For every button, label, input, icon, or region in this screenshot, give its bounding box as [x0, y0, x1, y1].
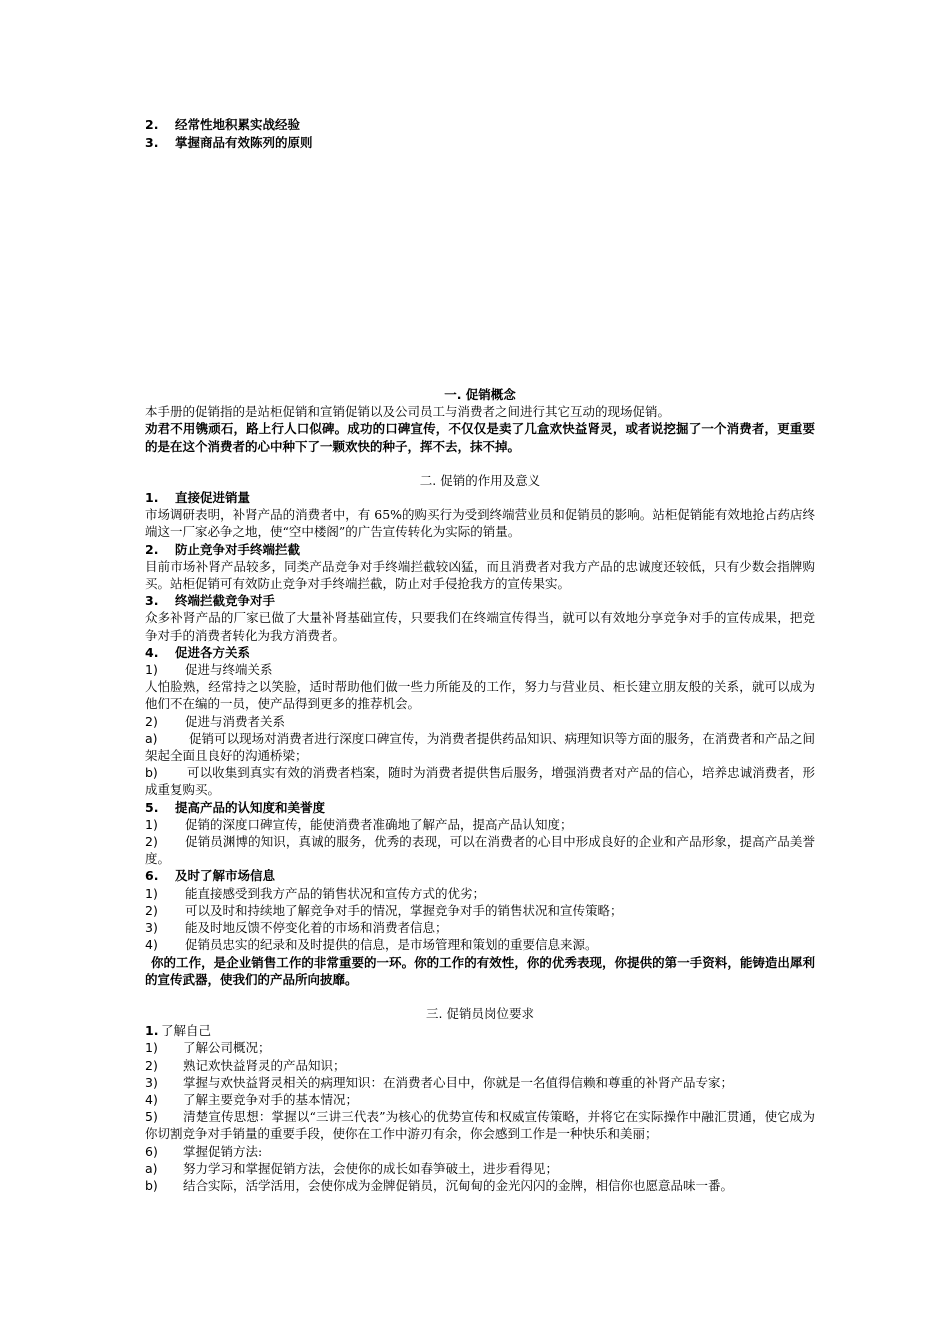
paragraph: 本手册的促销指的是站柜促销和宣销促销以及公司员工与消费者之间进行其它互动的现场促销。 — [145, 404, 671, 420]
subheading: 1. 直接促进销量 — [145, 490, 251, 506]
list-item: 2) 熟记欢快益肾灵的产品知识； — [145, 1057, 346, 1073]
list-item: 2) 可以及时和持续地了解竞争对手的情况，掌握竞争对手的销售状况和宣传策略； — [145, 902, 623, 918]
list-item: 4) 促销员忠实的纪录和及时提供的信息，是市场管理和策划的重要信息来源。 — [145, 937, 598, 953]
list-item: 4) 了解主要竞争对手的基本情况； — [145, 1091, 359, 1107]
section-title-concept: 一. 促销概念 — [444, 387, 516, 402]
list-item: 6) 掌握促销方法: — [145, 1143, 263, 1159]
subheading: 6. 及时了解市场信息 — [145, 868, 276, 884]
paragraph: 目前市场补肾产品较多，同类产品竞争对手终端拦截较凶猛，而且消费者对我方产品的忠诚度还较低，只有少数会指牌购买。站柜促销可有效防止竞争对手终端拦截，防止对手侵抢我方的宣传果实。 — [145, 558, 815, 592]
section-title-role: 二. 促销的作用及意义 — [419, 472, 541, 488]
list-item: 3. 掌握商品有效陈列的原则 — [145, 134, 313, 150]
subheading: 2. 防止竞争对手终端拦截 — [145, 541, 301, 557]
list-item: 3) 掌握与欢快益肾灵相关的病理知识：在消费者心目中，你就是一名值得信赖和尊重的补肾产品专家； — [145, 1074, 734, 1090]
top-numbered-list — [145, 116, 313, 151]
bold-quote-paragraph: 劝君不用镌顽石，路上行人口似碑。成功的口碑宣传，不仅仅是卖了几盒欢快益肾灵，或者说挖掘了一个消费者，更重要的是在这个消费者的心中种下了一颗欢快的种子，挥不去，抹不掉。 — [145, 421, 815, 454]
list-item: 2. 经常性地积累实战经验 — [145, 117, 301, 132]
subheading: 5. 提高产品的认知度和美誉度 — [145, 799, 326, 815]
list-item: b) 可以收集到真实有效的消费者档案，随时为消费者提供售后服务，增强消费者对产品的信心，培养忠诚消费者，形成重复购买。 — [145, 765, 815, 798]
sub-item: 1) 促进与终端关系 — [145, 662, 273, 678]
bold-closing-paragraph: 你的工作，是企业销售工作的非常重要的一环。你的工作的有效性，你的优秀表现，你提供的第一手资料，能铸造出犀利的宣传武器，使我们的产品所向披靡。 — [145, 954, 815, 987]
sub-item: 2) 促进与消费者关系 — [145, 713, 286, 729]
document-body — [145, 386, 815, 1194]
list-item: 3) 能及时地反馈不停变化着的市场和消费者信息； — [145, 920, 448, 936]
section-title-requirements: 三. 促销员岗位要求 — [426, 1005, 534, 1021]
paragraph: 市场调研表明，补肾产品的消费者中，有 65%的购买行为受到终端营业员和促销员的影响。站柜促销能有效地抢占药店终端这一厂家必争之地，使“空中楼阁”的广告宣传转化为实际的销量。 — [145, 507, 815, 540]
list-item: a) 努力学习和掌握促销方法，会使你的成长如春笋破土，进步看得见； — [145, 1160, 559, 1176]
subheading: 4. 促进各方关系 — [145, 644, 251, 660]
list-item: b) 结合实际，活学活用，会使你成为金牌促销员，沉甸甸的金光闪闪的金牌，相信你也愿意品味一番。 — [145, 1177, 734, 1193]
paragraph: 众多补肾产品的厂家已做了大量补肾基础宣传，只要我们在终端宣传得当，就可以有效地分享竞争对手的宣传成果，把竞争对手的消费者转化为我方消费者。 — [145, 610, 815, 643]
list-item: 1) 了解公司概况； — [145, 1040, 271, 1056]
list-item: a) 促销可以现场对消费者进行深度口碑宣传，为消费者提供药品知识、病理知识等方面的服务，在消费者和产品之间架起全面且良好的沟通桥梁； — [145, 730, 815, 764]
list-item: 1) 促销的深度口碑宣传，能使消费者准确地了解产品，提高产品认知度； — [145, 816, 573, 832]
list-item: 1) 能直接感受到我方产品的销售状况和宣传方式的优劣； — [145, 885, 486, 901]
subheading: 3. 终端拦截竞争对手 — [145, 593, 276, 609]
subheading: 1. 了解自己 — [145, 1023, 212, 1039]
list-item: 2) 促销员渊博的知识，真诚的服务，优秀的表现，可以在消费者的心目中形成良好的企业和产品形象，提高产品美誉度。 — [145, 834, 815, 867]
list-item: 5) 清楚宣传思想：掌握以“三讲三代表”为核心的优势宣传和权威宣传策略，并将它在实际操作中融汇贯通，使它成为你切割竞争对手销量的重要手段，使你在工作中游刃有余，你会感到工作是一种快乐和美丽； — [145, 1109, 815, 1142]
paragraph: 人怕脸熟，经常持之以笑脸，适时帮助他们做一些力所能及的工作，努力与营业员、柜长建立朋友般的关系，就可以成为他们不在编的一员，使产品得到更多的推荐机会。 — [145, 679, 815, 712]
